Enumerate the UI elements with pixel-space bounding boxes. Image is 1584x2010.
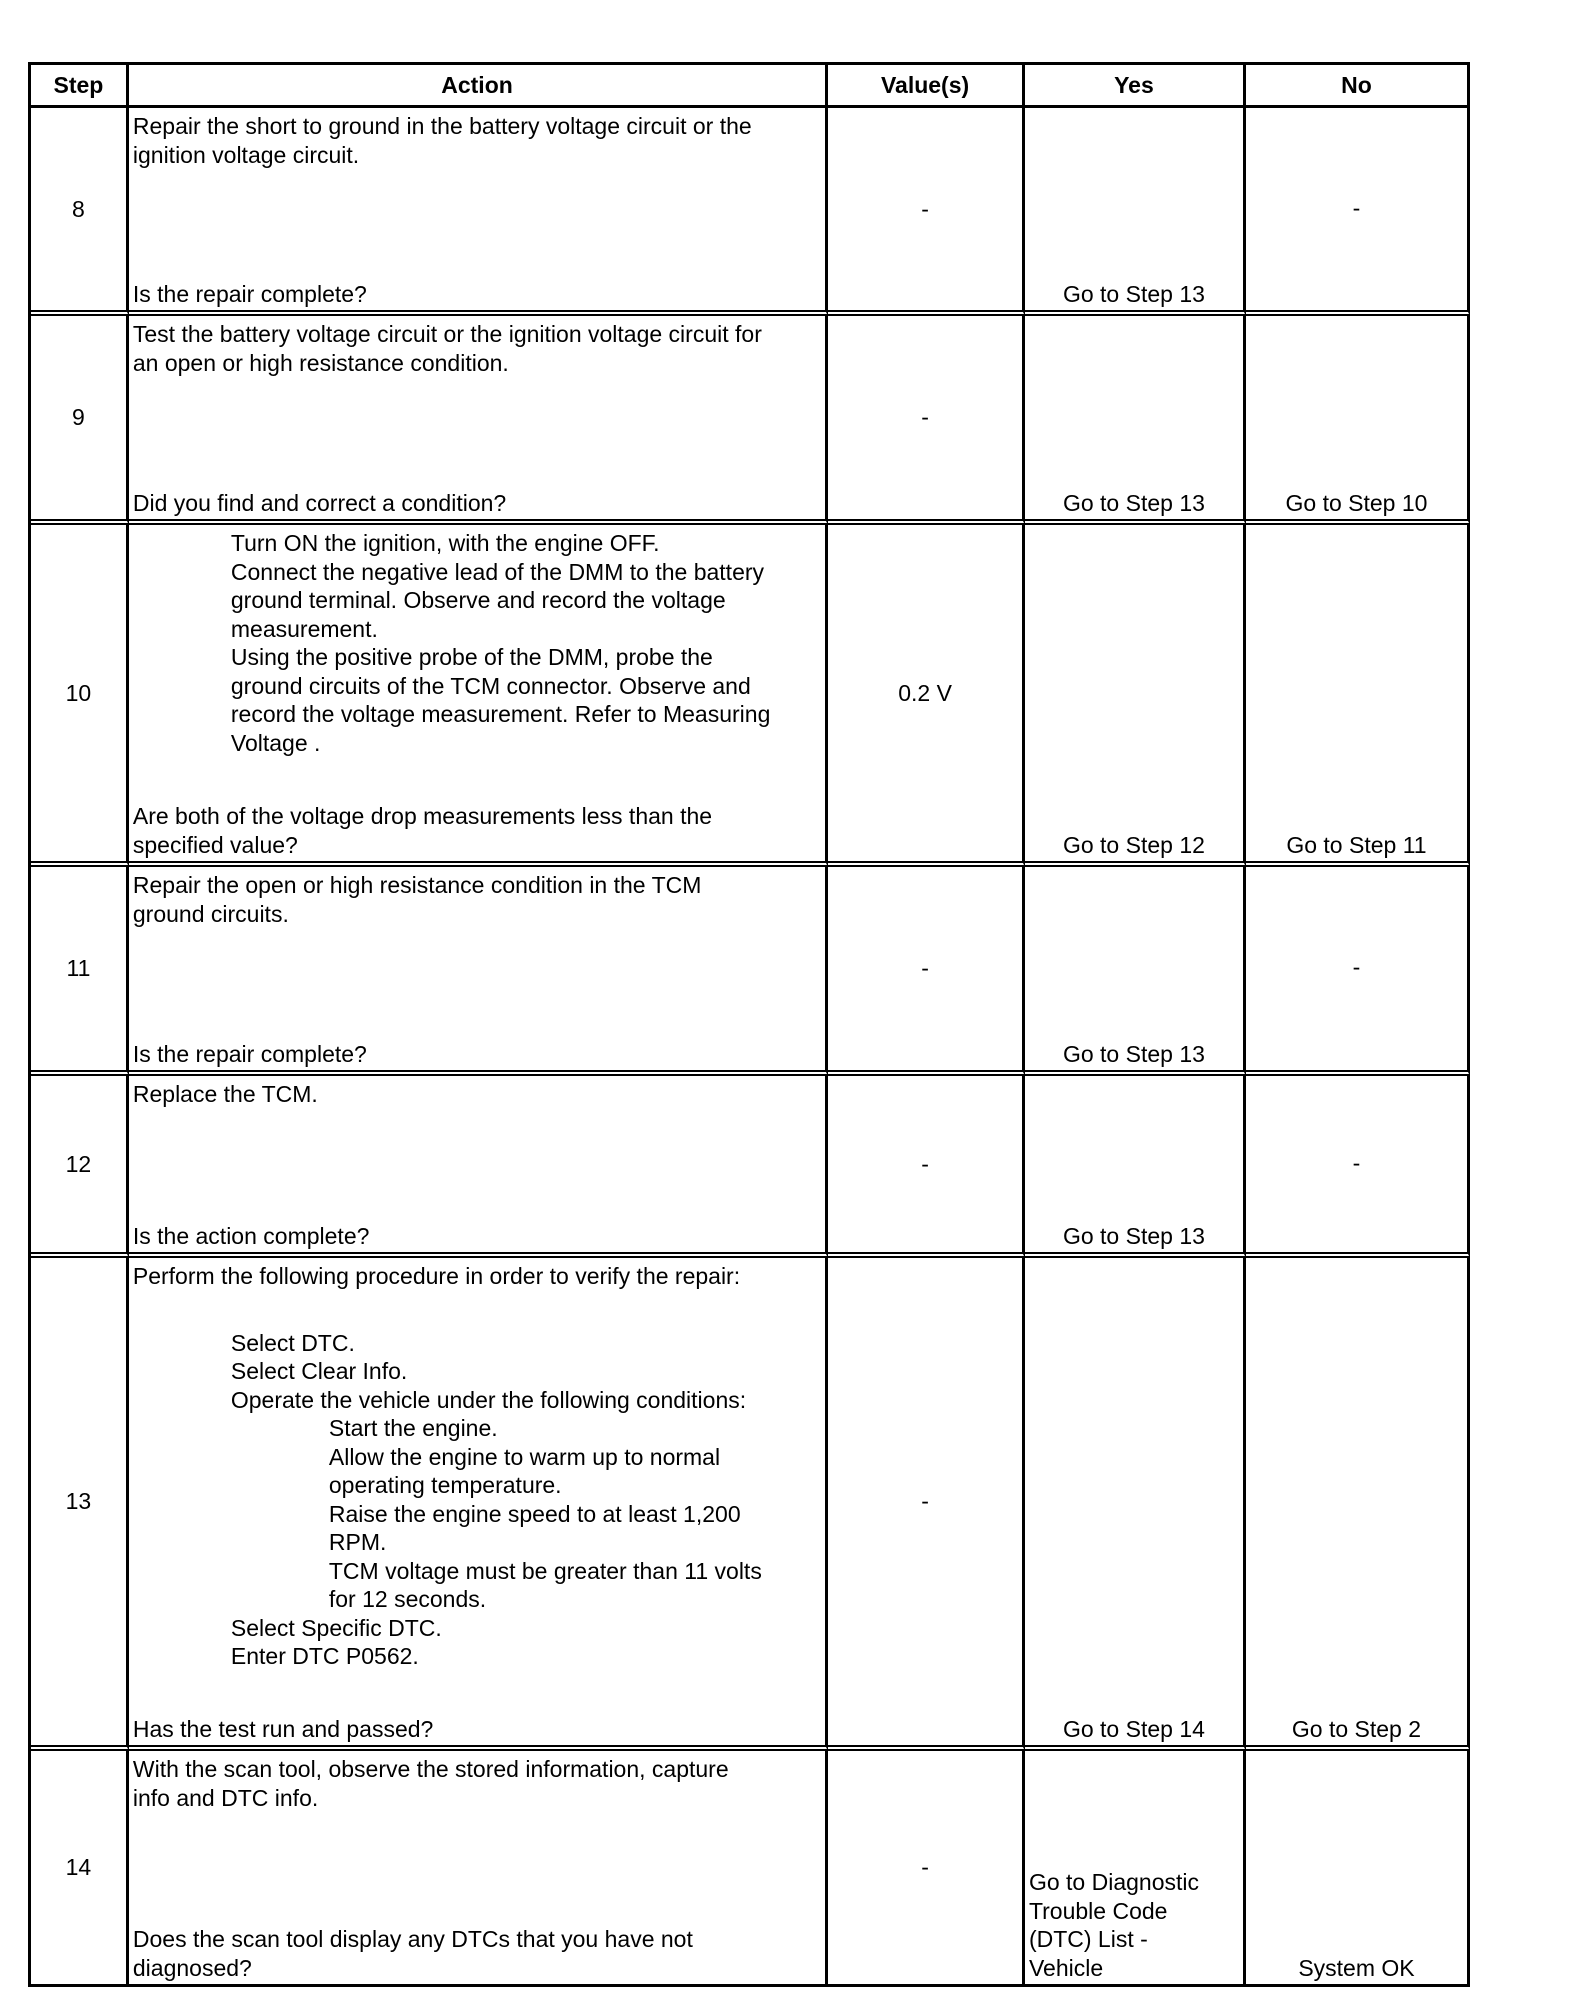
table-row-step-10: [31, 525, 1470, 867]
no-cell: -: [1246, 1076, 1470, 1258]
procedure-item: Operate the vehicle under the following conditions:: [230, 1386, 747, 1413]
action-text: Repair the open or high resistance condition in the TCM: [132, 872, 702, 898]
step-number: 12: [31, 1076, 129, 1258]
action-cell: [129, 1258, 828, 1751]
yes-text: Trouble Code: [1028, 1897, 1168, 1924]
value-cell: -: [828, 316, 1025, 525]
action-text: Replace the TCM.: [132, 1081, 318, 1107]
step-number: 11: [31, 867, 129, 1076]
value-cell: -: [828, 1076, 1025, 1258]
procedure-item: Select DTC.: [230, 1329, 355, 1356]
yes-text: Go to Diagnostic: [1028, 1869, 1199, 1895]
table-row-step-11: [31, 867, 1470, 1076]
action-cell: [129, 108, 828, 316]
no-cell: Go to Step 11: [1246, 525, 1470, 867]
yes-cell: Go to Step 12: [1025, 525, 1246, 867]
step-number: 9: [31, 316, 129, 525]
action-question: specified value?: [132, 831, 298, 858]
header-action: Action: [129, 65, 828, 108]
action-text: record the voltage measurement. Refer to Measuring: [230, 701, 771, 727]
action-text: ground circuits.: [132, 900, 289, 927]
header-values: Value(s): [828, 65, 1025, 108]
no-cell: Go to Step 10: [1246, 316, 1470, 525]
action-text: Test the battery voltage circuit or the ignition voltage circuit for: [132, 321, 762, 347]
action-question: Is the repair complete?: [132, 1040, 367, 1067]
action-question: Are both of the voltage drop measurements less than the: [132, 803, 713, 829]
action-question: Is the repair complete?: [132, 280, 367, 307]
action-question: Is the action complete?: [132, 1222, 370, 1249]
action-cell: [129, 316, 828, 525]
table-row-step-9: [31, 316, 1470, 525]
action-text: ground circuits of the TCM connector. Observe and: [230, 672, 751, 699]
condition-item: Allow the engine to warm up to normal: [328, 1443, 721, 1470]
condition-item: RPM.: [328, 1529, 387, 1555]
action-cell: [129, 1751, 828, 1987]
value-cell: -: [828, 867, 1025, 1076]
diagnostic-table: [28, 62, 1470, 1987]
step-number: 10: [31, 525, 129, 867]
action-question: diagnosed?: [132, 1954, 252, 1981]
value-cell: -: [828, 1751, 1025, 1987]
value-cell: -: [828, 1258, 1025, 1751]
action-text: With the scan tool, observe the stored information, capture: [132, 1756, 729, 1782]
no-cell: Go to Step 2: [1246, 1258, 1470, 1751]
table-row-step-13: [31, 1258, 1470, 1751]
action-text: an open or high resistance condition.: [132, 349, 509, 376]
condition-item: Start the engine.: [328, 1415, 498, 1441]
condition-item: Raise the engine speed to at least 1,200: [328, 1500, 741, 1527]
value-cell: 0.2 V: [828, 525, 1025, 867]
procedure-item: Select Clear Info.: [230, 1358, 408, 1384]
header-yes: Yes: [1025, 65, 1246, 108]
no-cell: System OK: [1246, 1751, 1470, 1987]
condition-item: for 12 seconds.: [328, 1586, 487, 1612]
yes-cell: Go to Step 13: [1025, 316, 1246, 525]
no-cell: -: [1246, 108, 1470, 316]
action-cell: [129, 867, 828, 1076]
action-question: Does the scan tool display any DTCs that you have not: [132, 1926, 693, 1952]
action-cell: [129, 1076, 828, 1258]
action-cell: [129, 525, 828, 867]
table-row-step-12: [31, 1076, 1470, 1258]
yes-text: Vehicle: [1028, 1954, 1104, 1981]
step-number: 8: [31, 108, 129, 316]
yes-cell: Go to Step 13: [1025, 108, 1246, 316]
value-cell: -: [828, 108, 1025, 316]
action-text: info and DTC info.: [132, 1784, 319, 1811]
no-cell: -: [1246, 867, 1470, 1076]
step-number: 13: [31, 1258, 129, 1751]
procedure-item: Enter DTC P0562.: [230, 1643, 419, 1669]
yes-cell: [1025, 1751, 1246, 1987]
step-number: 14: [31, 1751, 129, 1987]
action-text: Turn ON the ignition, with the engine OFF.: [230, 530, 660, 556]
action-text: Using the positive probe of the DMM, probe the: [230, 644, 713, 670]
procedure-item: Select Specific DTC.: [230, 1614, 442, 1641]
action-question: Has the test run and passed?: [132, 1715, 434, 1742]
table-row-step-8: [31, 108, 1470, 316]
table-row-step-14: [31, 1751, 1470, 1987]
header-step: Step: [31, 65, 129, 108]
action-text: ignition voltage circuit.: [132, 141, 360, 168]
action-text: Connect the negative lead of the DMM to the battery: [230, 558, 765, 585]
action-text: measurement.: [230, 615, 378, 642]
yes-cell: Go to Step 13: [1025, 867, 1246, 1076]
header-no: No: [1246, 65, 1470, 108]
condition-item: TCM voltage must be greater than 11 volts: [328, 1557, 762, 1584]
action-text: Voltage .: [230, 729, 321, 756]
header-row: [31, 65, 1470, 108]
condition-item: operating temperature.: [328, 1472, 562, 1498]
yes-cell: Go to Step 13: [1025, 1076, 1246, 1258]
action-text: Repair the short to ground in the battery voltage circuit or the: [132, 113, 752, 139]
action-text: ground terminal. Observe and record the voltage: [230, 587, 726, 613]
yes-text: (DTC) List -: [1028, 1926, 1148, 1952]
action-question: Did you find and correct a condition?: [132, 489, 507, 516]
yes-cell: Go to Step 14: [1025, 1258, 1246, 1751]
action-intro: Perform the following procedure in order to verify the repair:: [132, 1263, 741, 1289]
